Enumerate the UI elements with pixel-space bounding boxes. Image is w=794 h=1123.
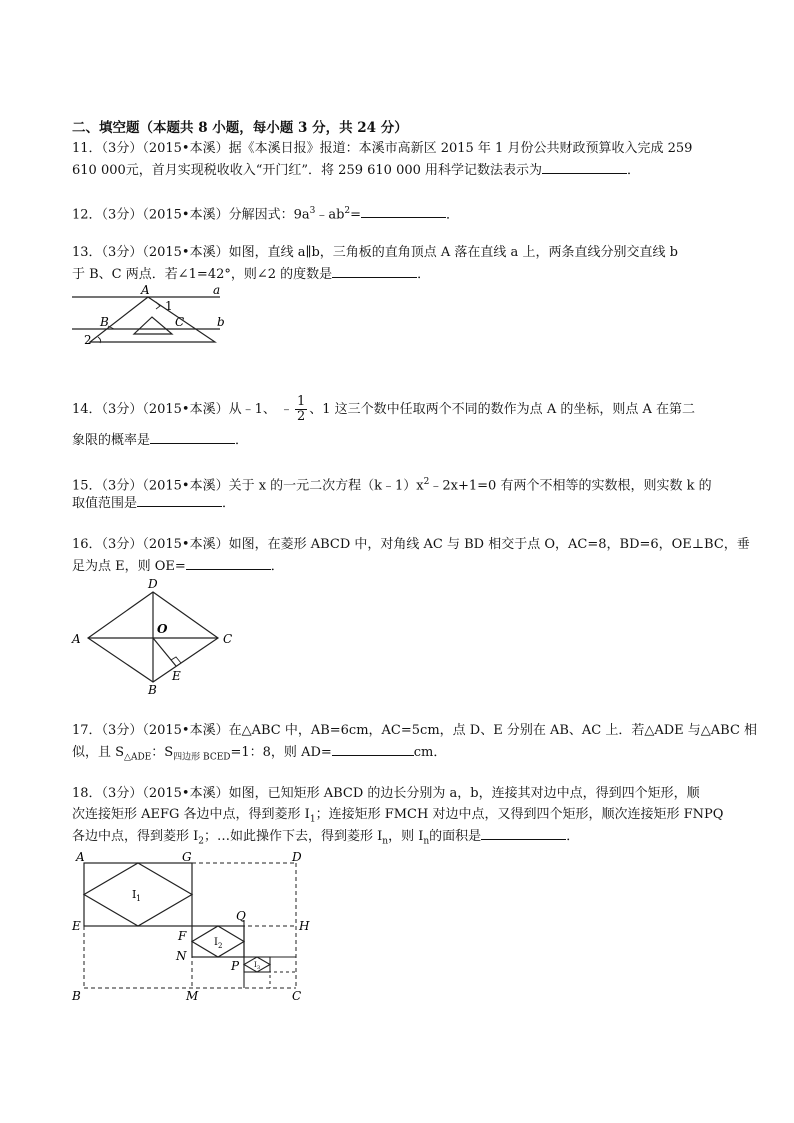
segment-oe	[153, 638, 176, 666]
label-A: A	[141, 283, 150, 297]
q14-line2	[72, 430, 248, 451]
label-N: N	[176, 949, 187, 963]
answer-blank-q15[interactable]	[137, 493, 222, 507]
q17-text-a: 似，且 S	[72, 745, 125, 760]
q12-sup1: 3	[309, 206, 316, 216]
q15-text-a: 15．（3分）（2015•本溪）关于 x 的一元二次方程（k﹣1）x	[72, 478, 424, 494]
q17-sub2: 四边形 BCED	[173, 752, 231, 763]
label-D: D	[148, 577, 158, 591]
q18-rectangle-figure	[66, 850, 326, 1008]
label-I3: I	[254, 961, 257, 969]
q18-text-c: 各边中点，得到菱形 I	[72, 829, 199, 844]
q16-end: ．	[270, 559, 284, 574]
q18-text-f: 的面积是	[429, 829, 482, 844]
section-heading: 二、填空题（本题共 8 小题，每小题 3 分，共 24 分）	[72, 120, 408, 136]
q18-sub4: n	[423, 836, 430, 847]
q15-end: ．	[222, 496, 236, 511]
q13-line1: 13．（3分）（2015•本溪）如图，直线 a∥b，三角板的直角顶点 A 落在直线 a 上，两条直线分别交直线 b	[72, 245, 678, 260]
label-C: C	[292, 989, 302, 1003]
label-D: D	[292, 850, 302, 864]
q13-text: 于 B、C 两点．若∠1=42°，则∠2 的度数是	[72, 267, 333, 282]
q13-end: ．	[417, 267, 431, 282]
q18-end: ．	[566, 829, 580, 844]
label-C: C	[223, 632, 233, 646]
q11-line2	[72, 160, 640, 181]
q12-line	[72, 201, 459, 225]
q16-line1: 16．（3分）（2015•本溪）如图，在菱形 ABCD 中，对角线 AC 与 BD 相交于点 O，AC=8，BD=6，OE⊥BC，垂	[72, 537, 750, 552]
set-square-inner	[134, 317, 172, 334]
q18-sub2: 2	[198, 836, 205, 847]
q14-text-a: 14．（3分）（2015•本溪）从﹣1、	[72, 402, 276, 417]
label-I2-sub: 2	[218, 942, 223, 950]
fraction-one-half	[295, 395, 307, 424]
q12-sup2: 2	[344, 206, 351, 216]
label-B: B	[100, 315, 109, 329]
q13-figure	[60, 282, 240, 352]
q14-line1	[72, 395, 695, 425]
label-E: E	[172, 669, 181, 683]
q11-text: 610 000元，首月实现税收收入“开门红”．将 259 610 000 用科学记数法表示为	[72, 163, 543, 178]
q16-text: 足为点 E，则 OE=	[72, 559, 186, 574]
q18-text-d: ；…如此操作下去，得到菱形 I	[204, 829, 383, 844]
label-G: G	[182, 850, 192, 864]
q16-line2	[72, 556, 284, 577]
q17-text-c: =1：8，则 AD=	[230, 745, 332, 760]
q15-sup1: 2	[423, 477, 430, 487]
answer-blank-q11[interactable]	[542, 160, 627, 174]
answer-blank-q14[interactable]	[150, 430, 235, 444]
q18-text-e: ，则 I	[388, 829, 424, 844]
answer-blank-q13[interactable]	[332, 264, 417, 278]
q18-line3	[72, 826, 579, 852]
label-Q: Q	[236, 909, 246, 923]
label-B: B	[72, 989, 81, 1003]
label-I3-sub: 3	[257, 965, 261, 971]
q12-end: ．	[446, 207, 460, 223]
q15-line2	[72, 493, 235, 514]
q16-rhombus-figure	[66, 576, 246, 698]
q17-sub1: △ADE	[124, 752, 152, 763]
q18-text-b: ；连接矩形 FMCH 对边中点，又得到四个矩形，顺次连接矩形 FNPQ	[315, 807, 724, 822]
label-A: A	[72, 632, 81, 646]
label-M: M	[186, 989, 199, 1003]
q18-text-a: 次连接矩形 AEFG 各边中点，得到菱形 I	[72, 807, 310, 822]
label-I1-sub: 1	[136, 894, 142, 903]
answer-blank-q12[interactable]	[361, 204, 446, 218]
q12-text-a: 12．（3分）（2015•本溪）分解因式：9a	[72, 207, 310, 223]
q17-line2	[72, 742, 446, 768]
frac-num: 1	[297, 394, 306, 409]
label-B: B	[148, 683, 157, 697]
label-angle1: 1	[165, 299, 173, 313]
label-I1: I	[132, 888, 137, 901]
q14-frac-sign: ﹣	[279, 402, 293, 417]
q17-text-b: ：S	[151, 745, 174, 760]
q12-text-c: =	[350, 207, 362, 223]
label-E: E	[72, 919, 81, 933]
q17-line1: 17．（3分）（2015•本溪）在△ABC 中，AB=6cm，AC=5cm，点 D、E 分别在 AB、AC 上．若△ADE 与△ABC 相	[72, 723, 758, 738]
q11-line1: 11．（3分）（2015•本溪）据《本溪日报》报道：本溪市高新区 2015 年 1 月份公共财政预算收入完成 259	[72, 141, 693, 156]
q14-text: 象限的概率是	[72, 433, 151, 448]
label-C: C	[175, 315, 185, 329]
q12-text-b: ﹣ab	[315, 207, 345, 223]
label-I2: I	[214, 937, 218, 948]
frac-den: 2	[297, 409, 306, 424]
label-b: b	[217, 315, 225, 329]
label-angle2: 2	[84, 333, 92, 347]
label-O: O	[157, 622, 168, 636]
label-a: a	[213, 283, 221, 297]
label-H: H	[299, 919, 310, 933]
q15-text: 取值范围是	[72, 496, 138, 511]
q18-sub1: 1	[309, 814, 316, 825]
q18-line1: 18．（3分）（2015•本溪）如图，已知矩形 ABCD 的边长分别为 a，b，连接其对边中点，得到四个矩形，顺	[72, 786, 700, 801]
answer-blank-q17[interactable]	[332, 742, 414, 756]
answer-blank-q18[interactable]	[481, 826, 566, 840]
q18-sub3: n	[382, 836, 389, 847]
label-F: F	[178, 929, 187, 943]
answer-blank-q16[interactable]	[186, 556, 271, 570]
label-A: A	[76, 850, 85, 864]
q14-text-b: 、1 这三个数中任取两个不同的数作为点 A 的坐标，则点 A 在第二	[309, 402, 695, 417]
q11-end: ．	[627, 163, 641, 178]
q17-end: cm．	[413, 745, 447, 760]
label-P: P	[231, 959, 240, 973]
q14-end: ．	[235, 433, 249, 448]
q15-text-b: ﹣2x+1=0 有两个不相等的实数根，则实数 k 的	[429, 478, 712, 494]
